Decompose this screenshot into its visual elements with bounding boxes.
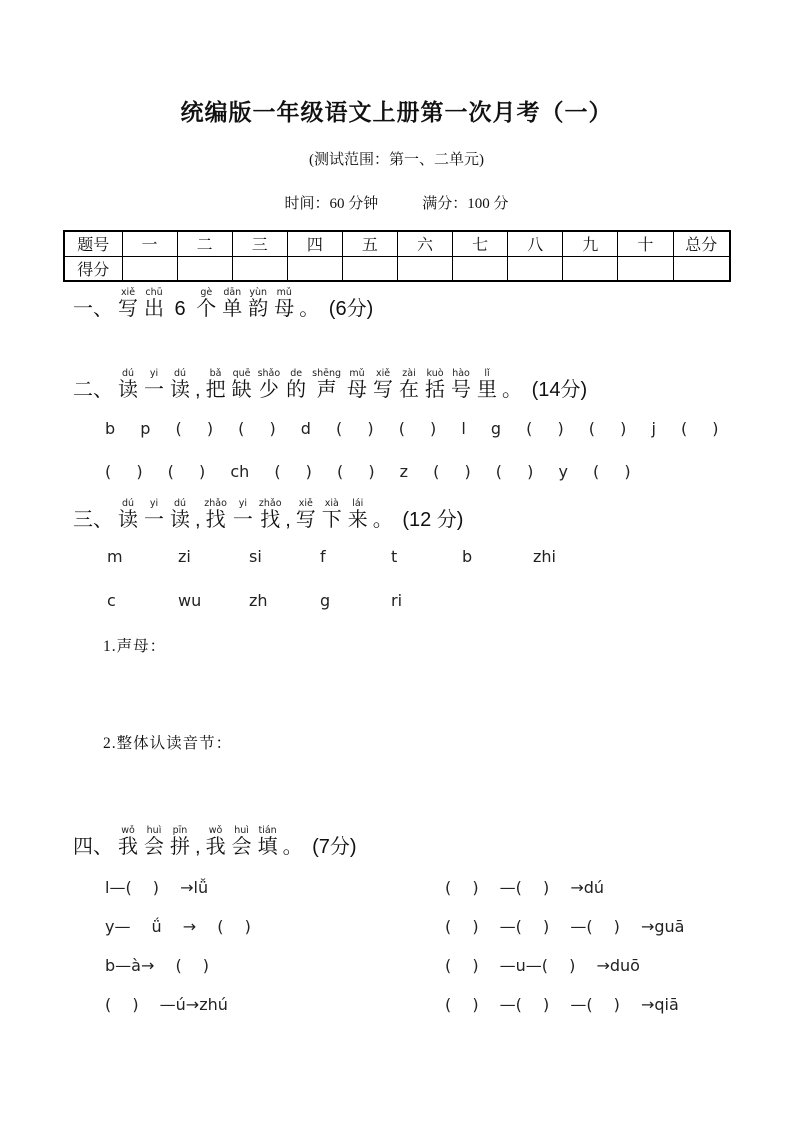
syllable-item: zhi (533, 547, 556, 566)
score-cell-1 (122, 256, 177, 281)
spelling-exercise-right: ( ) —( ) —( ) →guā (445, 917, 685, 936)
page-title: 统编版一年级语文上册第一次月考（一） (180, 99, 613, 125)
section-3-syllables-row-1 (107, 547, 793, 566)
col-header-1: 一 (122, 231, 177, 256)
score-cell-4 (287, 256, 342, 281)
col-header-6: 六 (397, 231, 452, 256)
total-score-header: 总分 (673, 231, 730, 256)
section-4-heading: 四、 我wǒ会huì拼pīn, 我wǒ会huì填tián。 (7分) (73, 825, 357, 858)
score-table-score-row (64, 256, 730, 281)
score-row-label: 得分 (64, 256, 122, 281)
score-cell-3 (232, 256, 287, 281)
col-header-7: 七 (453, 231, 508, 256)
syllable-item: zh (249, 591, 268, 610)
col-header-10: 十 (618, 231, 673, 256)
col-header-3: 三 (232, 231, 287, 256)
score-table (63, 230, 731, 282)
total-score-cell (673, 256, 730, 281)
syllable-item: b (462, 547, 473, 566)
section-2-answer-row-1: b p ( ) ( ) d ( ) ( ) l g ( ) ( ) j ( ) (105, 419, 719, 438)
score-cell-2 (177, 256, 232, 281)
col-header-5: 五 (342, 231, 397, 256)
score-cell-10 (618, 256, 673, 281)
col-header-9: 九 (563, 231, 618, 256)
section-3-subitem-whole-syllables: 2.整体认读音节： (103, 735, 233, 752)
test-scope-subtitle: (测试范围：第一、二单元) (309, 152, 484, 168)
col-header-2: 二 (177, 231, 232, 256)
spelling-exercise-left: l—( ) →lǚ (105, 878, 209, 897)
section-4-row-1 (105, 878, 793, 897)
syllable-item: wu (178, 591, 202, 610)
score-cell-8 (508, 256, 563, 281)
syllable-item: c (107, 591, 116, 610)
score-cell-5 (342, 256, 397, 281)
time-limit-label: 时间：60 分钟 (284, 196, 379, 212)
spelling-exercise-right: ( ) —( ) →dú (445, 878, 605, 897)
section-4-row-4 (105, 995, 793, 1014)
section-4-row-2 (105, 917, 793, 936)
score-table-header-row (64, 231, 730, 256)
section-2-heading: 二、 读dú一yi读dú, 把bǎ缺quē少shǎo的de声shēng母mǔ写xiě在zài括kuò号hào里lǐ。 (14分) (73, 368, 588, 401)
syllable-item: t (391, 547, 398, 566)
full-score-label: 满分：100 分 (422, 196, 509, 212)
section-2-answer-row-2: ( ) ( ) ch ( ) ( ) z ( ) ( ) y ( ) (105, 462, 631, 481)
syllable-item: f (320, 547, 326, 566)
syllable-item: ri (391, 591, 403, 610)
section-3-syllables-row-2 (107, 591, 793, 610)
spelling-exercise-left: ( ) —ú→zhú (105, 995, 228, 1014)
syllable-item: si (249, 547, 262, 566)
spelling-exercise-left: y— ǘ → ( ) (105, 917, 251, 936)
spelling-exercise-right: ( ) —( ) —( ) →qiā (445, 995, 679, 1014)
col-header-4: 四 (287, 231, 342, 256)
time-score-line (0, 192, 793, 213)
syllable-item: m (107, 547, 123, 566)
syllable-item: g (320, 591, 331, 610)
question-number-label: 题号 (64, 231, 122, 256)
score-cell-9 (563, 256, 618, 281)
score-cell-7 (453, 256, 508, 281)
spelling-exercise-left: b—à→ ( ) (105, 956, 210, 975)
spelling-exercise-right: ( ) —u—( ) →duō (445, 956, 640, 975)
section-3-heading: 三、 读dú一yi读dú, 找zhǎo一yi找zhǎo, 写xiě下xià来lái。 (12 分) (73, 498, 464, 531)
section-3-subitem-initials: 1.声母： (103, 638, 167, 655)
section-4-row-3 (105, 956, 793, 975)
syllable-item: zi (178, 547, 191, 566)
col-header-8: 八 (508, 231, 563, 256)
section-1-heading: 一、 写xiě出chū 6 个gè单dān韵yùn母mǔ。 (6分) (73, 287, 374, 320)
score-cell-6 (397, 256, 452, 281)
